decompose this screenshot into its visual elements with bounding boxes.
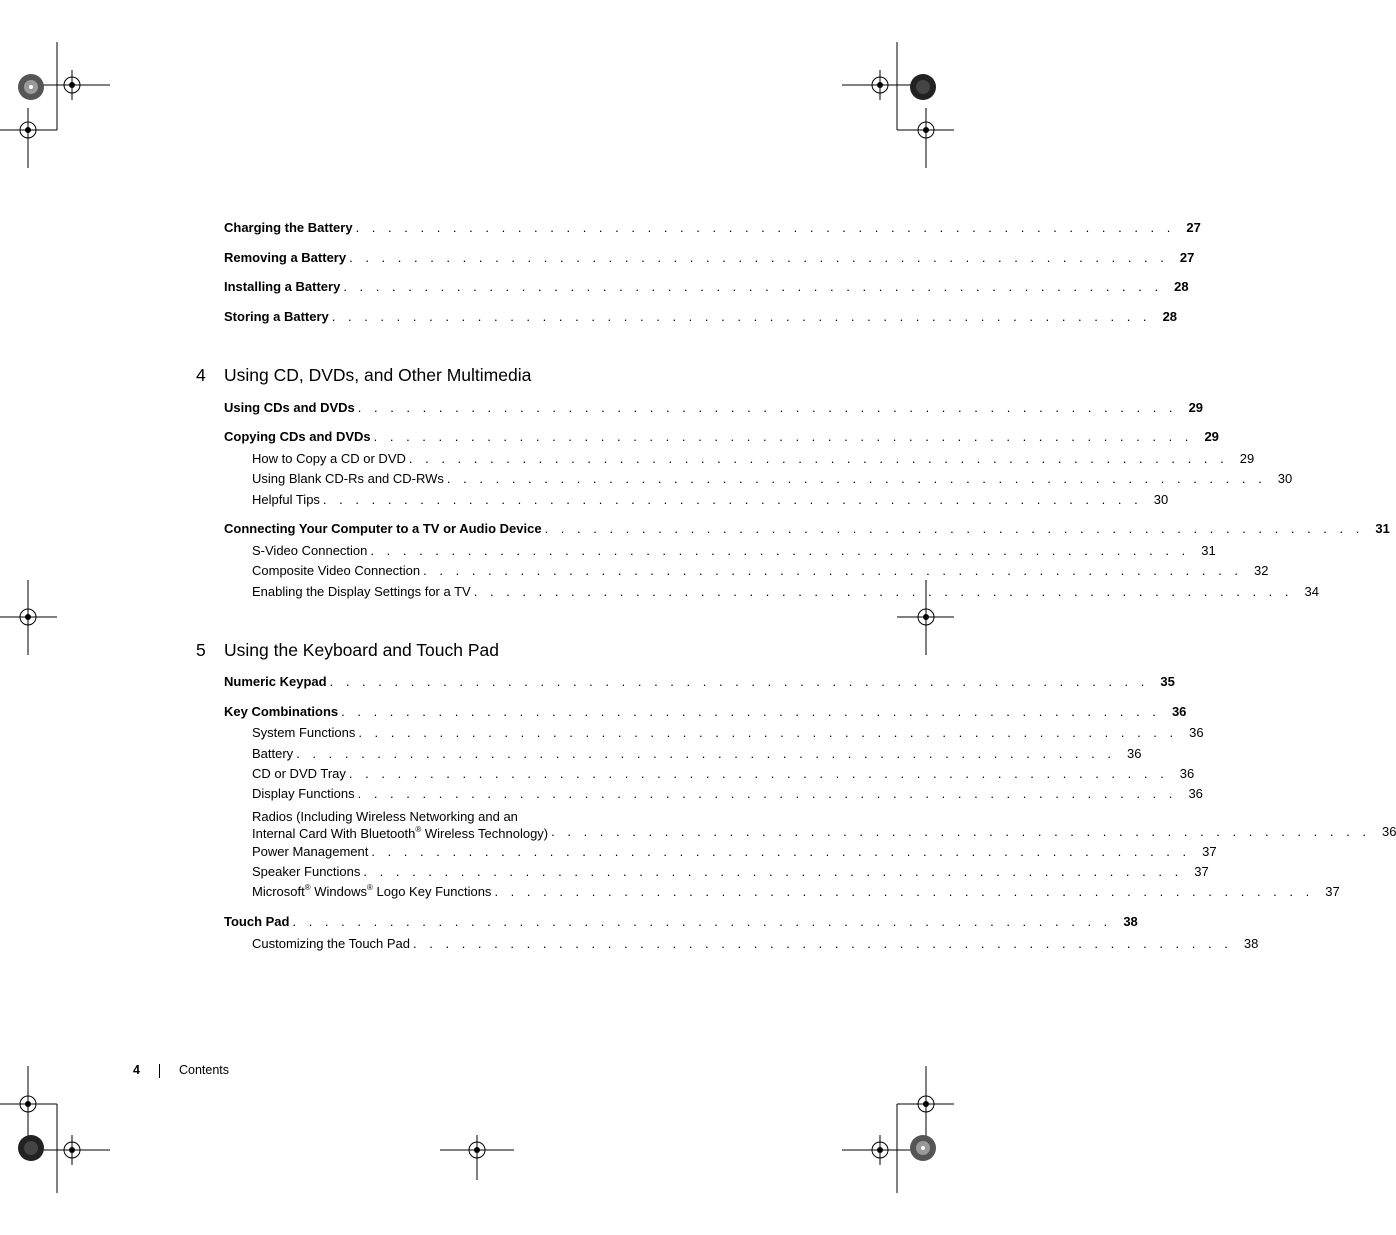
toc-entry-title: Power Management: [252, 844, 369, 859]
toc-entry[interactable]: [224, 702, 1187, 722]
toc-entry[interactable]: [224, 672, 1175, 692]
leader-dots: . . . . . . . . . . . . . . . . . . . . . . . . . . . . . . . . . . . . . . . . . . . . . . . . . . .: [408, 451, 1229, 466]
toc-subentry[interactable]: [252, 561, 1269, 581]
toc-entry-page: 30: [1277, 471, 1293, 486]
toc-entry[interactable]: [224, 427, 1219, 447]
toc-entry[interactable]: [224, 398, 1204, 418]
footer-page-number: 4: [133, 1063, 140, 1077]
leader-dots: . . . . . . . . . . . . . . . . . . . . . . . . . . . . . . . . . . . . . . . . . . . . . . . . . . .: [341, 704, 1161, 719]
toc-entry-title: Charging the Battery: [224, 220, 353, 235]
toc-entry[interactable]: [224, 307, 1178, 327]
toc-entry-page: 37: [1202, 844, 1217, 859]
toc-entry-page: 29: [1239, 451, 1255, 466]
toc-entry-title: Using CDs and DVDs: [224, 400, 355, 415]
toc-entry-title: Touch Pad: [224, 914, 290, 929]
toc-entry-title: Numeric Keypad: [224, 674, 327, 689]
toc-entry-page: 36: [1171, 704, 1187, 719]
toc-subentry[interactable]: [252, 842, 1217, 862]
toc-entry-title: S-Video Connection: [252, 543, 368, 558]
toc-subentry[interactable]: [252, 490, 1169, 510]
toc-entry-title: System Functions: [252, 725, 356, 740]
toc-entry-title: Composite Video Connection: [252, 563, 421, 578]
toc-entry-title: CD or DVD Tray: [252, 766, 346, 781]
toc-entry-title: Using Blank CD-Rs and CD-RWs: [252, 471, 444, 486]
toc-entry-title: Key Combinations: [224, 704, 339, 719]
leader-dots: . . . . . . . . . . . . . . . . . . . . . . . . . . . . . . . . . . . . . . . . . . . . . . . . . . .: [357, 786, 1177, 801]
toc-entry-page: 36: [1189, 725, 1204, 740]
leader-dots: . . . . . . . . . . . . . . . . . . . . . . . . . . . . . . . . . . . . . . . . . . . . . . . . . . .: [322, 492, 1143, 507]
toc-entry-page: 36: [1381, 824, 1396, 839]
toc-subentry[interactable]: [252, 882, 1340, 902]
leader-dots: . . . . . . . . . . . . . . . . . . . . . . . . . . . . . . . . . . . . . . . . . . . . . . . . . . .: [551, 824, 1371, 839]
registered-mark: ®: [304, 882, 311, 892]
toc-entry-page: 30: [1153, 492, 1169, 507]
toc-entry[interactable]: [224, 248, 1195, 268]
toc-entry-page: 37: [1194, 864, 1209, 879]
title-part-c: Logo Key Functions: [372, 884, 492, 899]
toc-entry-title: Removing a Battery: [224, 250, 347, 265]
toc-entry-page: 38: [1243, 936, 1259, 951]
toc-subentry[interactable]: [252, 806, 1396, 842]
toc-entry-title: Customizing the Touch Pad: [252, 936, 411, 951]
page-footer: [133, 1061, 229, 1079]
toc-entry-page: 27: [1179, 250, 1195, 265]
title-line-2a: Internal Card With Bluetooth: [252, 826, 416, 841]
leader-dots: . . . . . . . . . . . . . . . . . . . . . . . . . . . . . . . . . . . . . . . . . . . . . . . . . . .: [544, 521, 1364, 536]
toc-entry-title: Copying CDs and DVDs: [224, 429, 371, 444]
toc-entry[interactable]: [224, 277, 1189, 297]
registered-mark: ®: [415, 824, 422, 834]
toc-entry[interactable]: [224, 912, 1138, 932]
toc-entry-title: How to Copy a CD or DVD: [252, 451, 406, 466]
toc-subentry[interactable]: [252, 449, 1255, 469]
toc-entry-title: Connecting Your Computer to a TV or Audio Device: [224, 521, 542, 536]
leader-dots: . . . . . . . . . . . . . . . . . . . . . . . . . . . . . . . . . . . . . . . . . . . . . . . . . . .: [446, 471, 1267, 486]
toc-subentry[interactable]: [252, 541, 1216, 561]
leader-dots: . . . . . . . . . . . . . . . . . . . . . . . . . . . . . . . . . . . . . . . . . . . . . . . . . . .: [473, 584, 1294, 599]
leader-dots: . . . . . . . . . . . . . . . . . . . . . . . . . . . . . . . . . . . . . . . . . . . . . . . . . . .: [329, 674, 1149, 689]
toc-entry-title: Enabling the Display Settings for a TV: [252, 584, 471, 599]
footer-section: Contents: [179, 1063, 230, 1077]
toc-entry-title: [252, 882, 491, 902]
leader-dots: . . . . . . . . . . . . . . . . . . . . . . . . . . . . . . . . . . . . . . . . . . . . . . . . . . .: [348, 766, 1169, 781]
leader-dots: . . . . . . . . . . . . . . . . . . . . . . . . . . . . . . . . . . . . . . . . . . . . . . . . . . .: [292, 914, 1112, 929]
title-part-b: Windows: [310, 884, 367, 899]
toc-subentry[interactable]: [252, 934, 1259, 954]
chapter-heading[interactable]: [196, 363, 531, 387]
leader-dots: . . . . . . . . . . . . . . . . . . . . . . . . . . . . . . . . . . . . . . . . . . . . . . . . . . .: [355, 220, 1175, 235]
toc-entry-page: 34: [1304, 584, 1320, 599]
leader-dots: . . . . . . . . . . . . . . . . . . . . . . . . . . . . . . . . . . . . . . . . . . . . . . . . . . .: [331, 309, 1152, 324]
toc-subentry[interactable]: [252, 582, 1320, 602]
toc-entry-title: Storing a Battery: [224, 309, 329, 324]
leader-dots: . . . . . . . . . . . . . . . . . . . . . . . . . . . . . . . . . . . . . . . . . . . . . . . . . . .: [494, 884, 1314, 899]
toc-subentry[interactable]: [252, 744, 1142, 764]
toc-entry[interactable]: [224, 218, 1201, 238]
toc-entry-page: 29: [1204, 429, 1219, 444]
toc-entry-title: [252, 808, 548, 842]
toc-entry-page: 29: [1188, 400, 1204, 415]
chapter-number: 5: [196, 640, 206, 660]
toc-entry-page: 28: [1162, 309, 1178, 324]
toc-entry-page: 36: [1188, 786, 1203, 801]
toc-entry-title: Installing a Battery: [224, 279, 341, 294]
toc-entry-page: 32: [1253, 563, 1269, 578]
chapter-title: Using CD, DVDs, and Other Multimedia: [224, 365, 532, 385]
leader-dots: . . . . . . . . . . . . . . . . . . . . . . . . . . . . . . . . . . . . . . . . . . . . . . . . . . .: [357, 400, 1178, 415]
toc-subentry[interactable]: [252, 764, 1195, 784]
footer-divider: [159, 1064, 160, 1078]
toc-subentry[interactable]: [252, 862, 1209, 882]
leader-dots: . . . . . . . . . . . . . . . . . . . . . . . . . . . . . . . . . . . . . . . . . . . . . . . . . . .: [349, 250, 1169, 265]
leader-dots: . . . . . . . . . . . . . . . . . . . . . . . . . . . . . . . . . . . . . . . . . . . . . . . . . . .: [296, 746, 1116, 761]
leader-dots: . . . . . . . . . . . . . . . . . . . . . . . . . . . . . . . . . . . . . . . . . . . . . . . . . . .: [373, 429, 1193, 444]
toc-entry-page: 38: [1123, 914, 1138, 929]
leader-dots: . . . . . . . . . . . . . . . . . . . . . . . . . . . . . . . . . . . . . . . . . . . . . . . . . . .: [358, 725, 1178, 740]
toc-entry-page: 37: [1325, 884, 1340, 899]
title-part-a: Microsoft: [252, 884, 305, 899]
toc-entry-page: 35: [1160, 674, 1175, 689]
leader-dots: . . . . . . . . . . . . . . . . . . . . . . . . . . . . . . . . . . . . . . . . . . . . . . . . . . .: [370, 543, 1190, 558]
chapter-heading[interactable]: [196, 638, 499, 662]
title-line-1: Radios (Including Wireless Networking and an: [252, 809, 518, 824]
chapter-number: 4: [196, 365, 206, 385]
registered-mark: ®: [367, 882, 373, 892]
toc-entry-title: Display Functions: [252, 786, 355, 801]
leader-dots: . . . . . . . . . . . . . . . . . . . . . . . . . . . . . . . . . . . . . . . . . . . . . . . . . . .: [343, 279, 1163, 294]
toc-subentry[interactable]: [252, 723, 1204, 743]
leader-dots: . . . . . . . . . . . . . . . . . . . . . . . . . . . . . . . . . . . . . . . . . . . . . . . . . . .: [363, 864, 1183, 879]
toc-entry-page: 36: [1179, 766, 1195, 781]
toc-entry[interactable]: [224, 519, 1390, 539]
toc-entry-title: Battery: [252, 746, 294, 761]
leader-dots: . . . . . . . . . . . . . . . . . . . . . . . . . . . . . . . . . . . . . . . . . . . . . . . . . . .: [413, 936, 1233, 951]
toc-entry-page: 36: [1127, 746, 1142, 761]
toc-subentry[interactable]: [252, 469, 1293, 489]
toc-entry-page: 27: [1186, 220, 1201, 235]
toc-entry-page: 31: [1375, 521, 1390, 536]
toc-subentry[interactable]: [252, 784, 1203, 804]
leader-dots: . . . . . . . . . . . . . . . . . . . . . . . . . . . . . . . . . . . . . . . . . . . . . . . . . . .: [371, 844, 1191, 859]
chapter-title: Using the Keyboard and Touch Pad: [224, 640, 500, 660]
toc-entry-page: 31: [1201, 543, 1216, 558]
toc-entry-title: Helpful Tips: [252, 492, 320, 507]
toc-entry-title: Speaker Functions: [252, 864, 361, 879]
leader-dots: . . . . . . . . . . . . . . . . . . . . . . . . . . . . . . . . . . . . . . . . . . . . . . . . . . .: [423, 563, 1243, 578]
title-line-2b: Wireless Technology): [421, 826, 549, 841]
toc-entry-page: 28: [1174, 279, 1189, 294]
